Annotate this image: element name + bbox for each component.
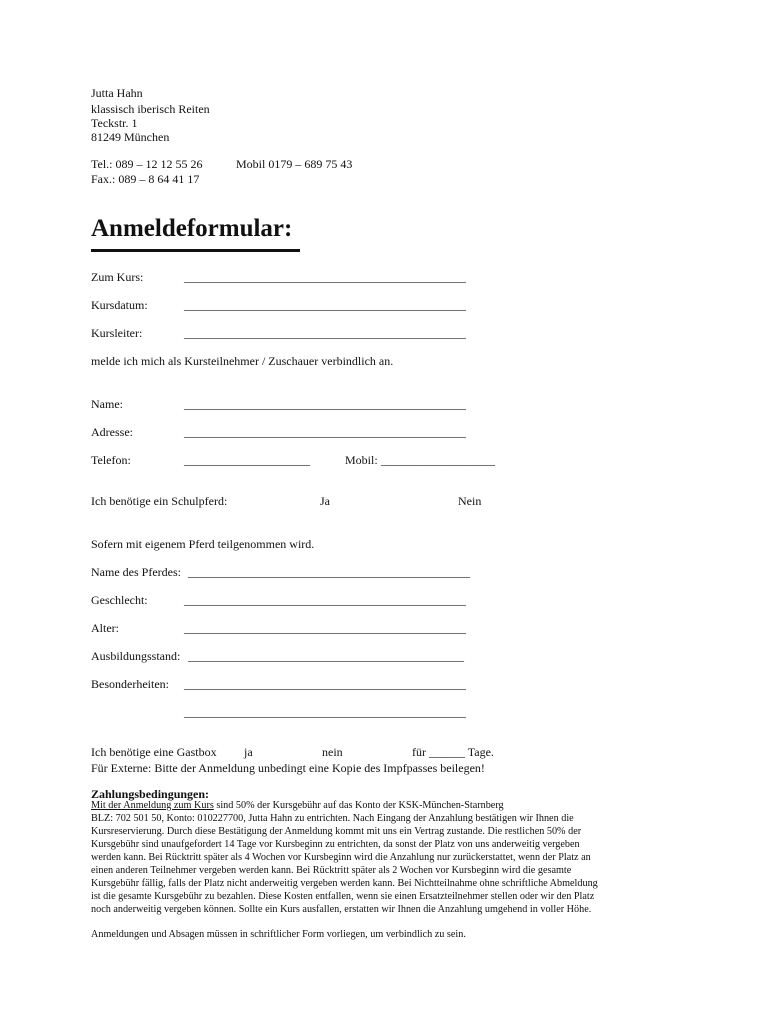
- payment-line: Kursgebühr sind unaufgefordert 14 Tage vor Kursbeginn zu entrichten, da sonst der Platz von uns anderweitig vergeben: [91, 839, 580, 850]
- kursleiter-label: Kursleiter:: [91, 326, 143, 340]
- adresse-field[interactable]: _______________________________________________: [184, 425, 466, 439]
- telefon-field[interactable]: _____________________: [184, 453, 310, 467]
- payment-line: BLZ: 702 501 50, Konto: 010227700, Jutta Hahn zu entrichten. Nach Eingang der Anzahlung bestätigen wir Ihnen die: [91, 813, 574, 824]
- schulpferd-label: Ich benötige ein Schulpferd:: [91, 494, 228, 508]
- kurs-field[interactable]: _______________________________________________: [184, 270, 466, 284]
- payment-heading: Zahlungsbedingungen:: [91, 787, 210, 801]
- sender-mobil: Mobil 0179 – 689 75 43: [236, 157, 353, 171]
- payment-line: Kursreservierung. Durch diese Bestätigung der Anmeldung kommt mit uns ein Vertrag zustande. Die restlichen 50% der: [91, 826, 582, 837]
- sender-subtitle: klassisch iberisch Reiten: [91, 102, 210, 116]
- payment-line: noch anderweitig vergeben können. Sollte ein Kurs ausfallen, erstatten wir Ihnen die Anzahlung umgehend in voller Höhe.: [91, 904, 592, 915]
- schulpferd-ja-option[interactable]: Ja: [320, 494, 330, 508]
- kursdatum-field[interactable]: _______________________________________________: [184, 298, 466, 312]
- gastbox-ja-option[interactable]: ja: [244, 745, 253, 759]
- gastbox-nein-option[interactable]: nein: [322, 745, 343, 759]
- payment-line-1: [91, 800, 504, 813]
- ausbildung-label: Ausbildungsstand:: [91, 649, 181, 663]
- schulpferd-nein-option[interactable]: Nein: [458, 494, 482, 508]
- payment-line: werden kann. Bei Rücktritt später als 4 Wochen vor Kursbeginn wird die Anzahlung nur zurückerstattet, wenn der Platz an: [91, 852, 591, 863]
- besonderheiten-field-2[interactable]: _______________________________________________: [184, 705, 466, 719]
- gastbox-label: Ich benötige eine Gastbox: [91, 745, 217, 759]
- payment-line: ist die gesamte Kursgebühr zu bezahlen. Diese Kosten entfallen, wenn sie einen Ersatzteilnehmer stellen oder wir den Platz: [91, 891, 595, 902]
- payment-line: Kursgebühr fällig, falls der Platz nicht anderweitig vergeben werden kann. Bei Nichtteilnahme ohne schriftliche Abmeldung: [91, 878, 598, 889]
- besonderheiten-label: Besonderheiten:: [91, 677, 169, 691]
- payment-line-1-underlined: Mit der Anmeldung zum Kurs: [91, 800, 214, 811]
- alter-field[interactable]: _______________________________________________: [184, 621, 466, 635]
- mobil-field[interactable]: ___________________: [381, 453, 495, 467]
- pferdename-field[interactable]: _______________________________________________: [188, 565, 470, 579]
- externe-note: Für Externe: Bitte der Anmeldung unbedingt eine Kopie des Impfpasses beilegen!: [91, 761, 485, 775]
- geschlecht-label: Geschlecht:: [91, 593, 148, 607]
- besonderheiten-field[interactable]: _______________________________________________: [184, 677, 466, 691]
- pferdename-label: Name des Pferdes:: [91, 565, 181, 579]
- gastbox-tage-field[interactable]: für ______ Tage.: [412, 745, 494, 759]
- sender-street: Teckstr. 1: [91, 116, 138, 130]
- geschlecht-field[interactable]: _______________________________________________: [184, 593, 466, 607]
- page-title: Anmeldeformular:: [91, 215, 293, 242]
- sender-fax: Fax.: 089 – 8 64 41 17: [91, 172, 200, 186]
- kursdatum-label: Kursdatum:: [91, 298, 148, 312]
- kursleiter-field[interactable]: _______________________________________________: [184, 326, 466, 340]
- sender-city: 81249 München: [91, 130, 170, 144]
- registration-statement: melde ich mich als Kursteilnehmer / Zuschauer verbindlich an.: [91, 354, 394, 368]
- telefon-label: Telefon:: [91, 453, 131, 467]
- payment-line: einen anderen Teilnehmer vergeben werden kann. Bei Rücktritt später als 2 Wochen vor Kursbeginn wird die gesamte: [91, 865, 572, 876]
- kurs-label: Zum Kurs:: [91, 270, 144, 284]
- ausbildung-field[interactable]: ______________________________________________: [188, 649, 464, 663]
- name-label: Name:: [91, 397, 123, 411]
- payment-line-1-rest: sind 50% der Kursgebühr auf das Konto der KSK-München-Starnberg: [213, 800, 504, 811]
- title-underline: [91, 249, 300, 252]
- mobil-label: Mobil:: [345, 453, 378, 467]
- final-note: Anmeldungen und Absagen müssen in schriftlicher Form vorliegen, um verbindlich zu sein.: [91, 929, 466, 940]
- alter-label: Alter:: [91, 621, 119, 635]
- name-field[interactable]: _______________________________________________: [184, 397, 466, 411]
- sender-tel: Tel.: 089 – 12 12 55 26: [91, 157, 203, 171]
- horse-intro: Sofern mit eigenem Pferd teilgenommen wird.: [91, 537, 315, 551]
- adresse-label: Adresse:: [91, 425, 133, 439]
- sender-name: Jutta Hahn: [91, 86, 143, 100]
